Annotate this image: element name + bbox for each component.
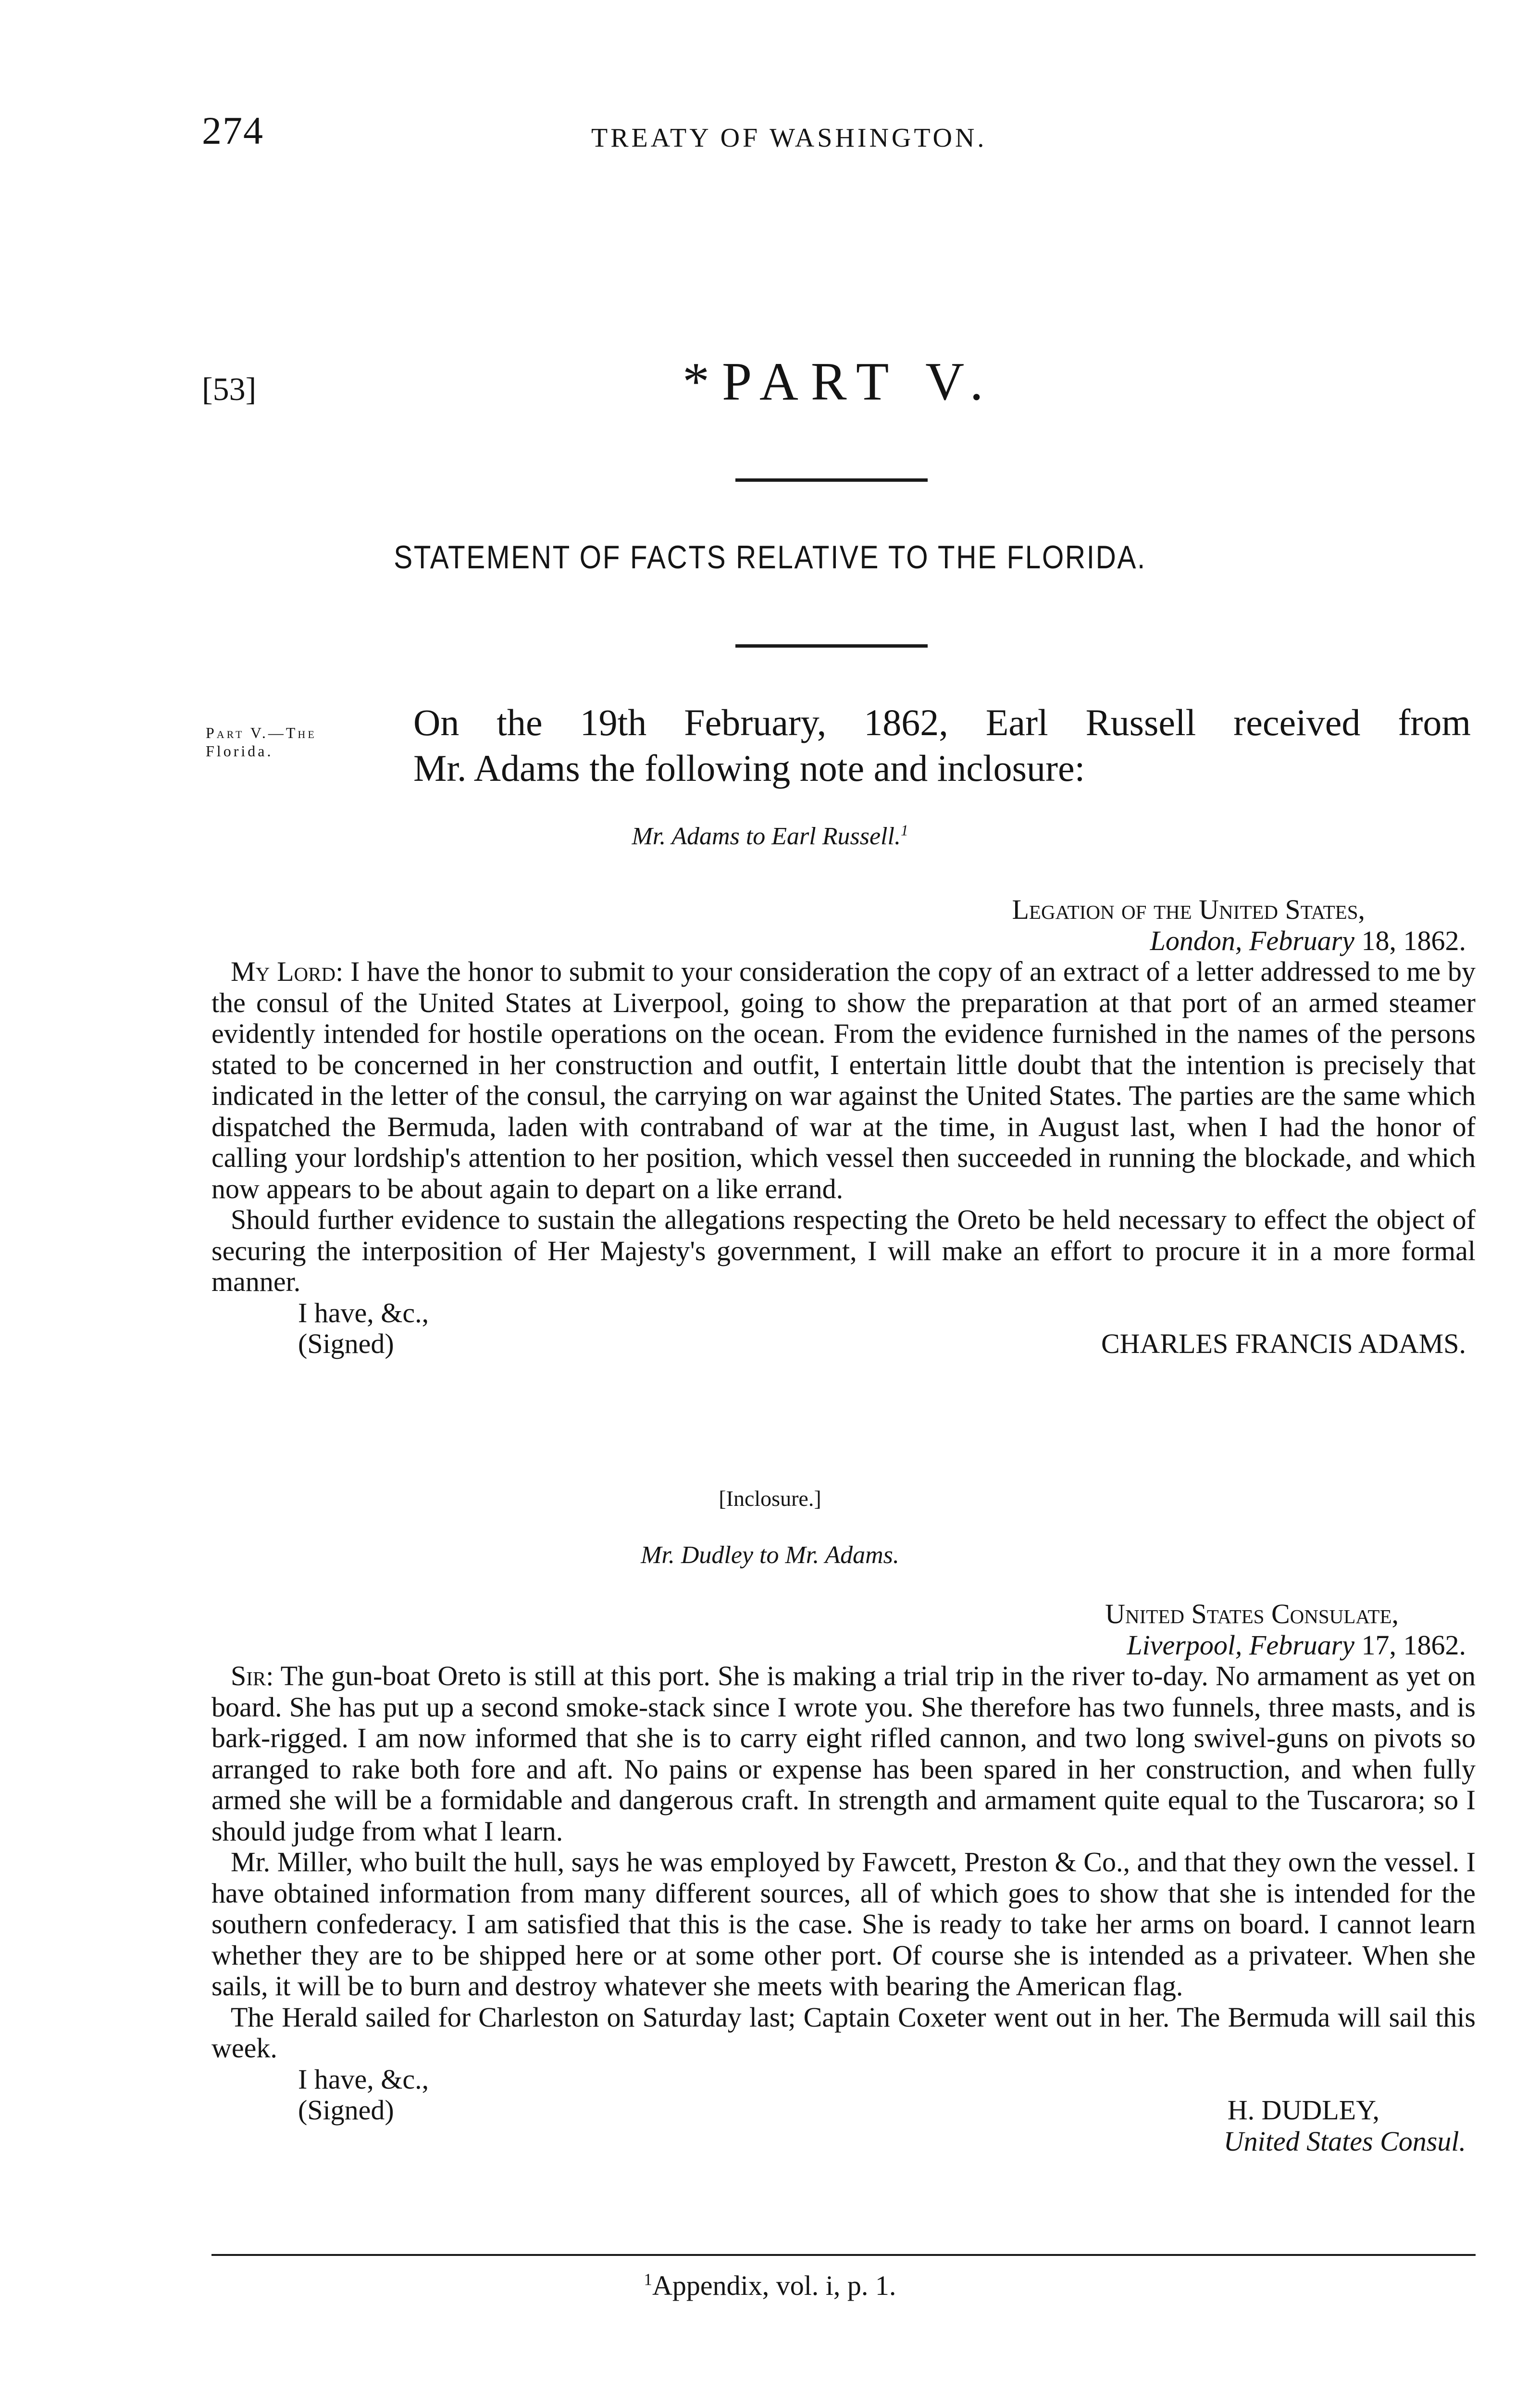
letter-dateline <box>211 926 1476 957</box>
closing: I have, &c., <box>298 2063 429 2095</box>
signer-name: CHARLES FRANCIS ADAMS. <box>1101 1328 1466 1359</box>
footnote-text: Appendix, vol. i, p. 1. <box>652 2270 896 2301</box>
footnote <box>0 2269 1540 2302</box>
signature-row <box>211 1328 1476 1360</box>
signer-name: H. DUDLEY, <box>1227 2094 1379 2126</box>
divider-rule <box>735 644 928 648</box>
divider-rule <box>735 478 928 482</box>
letter-heading-text: Mr. Adams to Earl Russell. <box>632 823 901 850</box>
intro-line: On the 19th February, 1862, Earl Russell received from <box>413 701 1471 743</box>
signed-label: (Signed) <box>298 2094 394 2126</box>
dateline-place: Liverpool, February <box>1127 1629 1354 1661</box>
closing: I have, &c., <box>298 1297 429 1328</box>
signed-label: (Signed) <box>298 1328 394 1359</box>
part-title: *PART V. <box>683 352 996 412</box>
intro-line: Mr. Adams the following note and inclosure: <box>413 747 1085 789</box>
running-title: TREATY OF WASHINGTON. <box>591 123 987 153</box>
footnote-ref: 1 <box>900 822 908 839</box>
letter-paragraph <box>211 956 1476 1204</box>
letter-heading: Mr. Dudley to Mr. Adams. <box>641 1541 899 1569</box>
letter-address: Legation of the United States, <box>1012 894 1365 925</box>
letter-paragraph: Mr. Miller, who built the hull, says he was employed by Fawcett, Preston & Co., and that they own the vessel. I have obtained information from many different sources, all of which goes to show that she is intended for the southern confederacy. I am satisfied that this is the case. She is ready to take her arms on board. I cannot learn whether they are to be shipped here or at some other port. Of course she is intended as a privateer. When she sails, it will be to burn and destroy whatever she meets with bearing the American flag. <box>211 1846 1476 2002</box>
marginal-note-line: Part V.—The <box>206 724 317 741</box>
statement-title: STATEMENT OF FACTS RELATIVE TO THE FLORIDA. <box>394 539 1146 576</box>
inclosure-label: [Inclosure.] <box>719 1486 821 1511</box>
letter-dudley <box>211 1599 1476 2157</box>
letter-address: United States Consulate, <box>1105 1598 1399 1629</box>
paragraph-text: I have the honor to submit to your consideration the copy of an extract of a letter addressed to me by the consul of the United States at Liverpool, going to show the preparation at that port of an armed steamer evidently intended for hostile operations on the ocean. From the evidence furnished in the names of the persons stated to be concerned in her construction and outfit, I entertain little doubt that the intention is precisely that indicated in the letter of the consul, the carrying on war against the United States. The parties are the same which dispatched the Bermuda, laden with contraband of war at the time, in August last, when I had the honor of calling your lordship's attention to her position, which vessel then succeeded in running the blockade, and which now appears to be about again to depart on a like errand. <box>211 956 1476 1204</box>
letter-dateline <box>211 1630 1476 1661</box>
paragraph-text: The gun-boat Oreto is still at this port. She is making a trial trip in the river to-day. No armament as yet on board. She has put up a second smoke-stack since I wrote you. She therefore has two funnels, three masts, and is bark-rigged. I am now informed that she is to carry eight rifled cannon, and two long swivel-guns on pivots so arranged to rake both fore and aft. No pains or expense has been spared in her construction, and when fully armed she will be a formidable and dangerous craft. In strength and armament quite equal to the Tuscarora; so I should judge from what I learn. <box>211 1660 1476 1847</box>
dateline-date: 18, 1862. <box>1361 925 1466 956</box>
page-marker: [53] <box>202 371 257 407</box>
marginal-note <box>206 724 317 760</box>
footnote-rule <box>211 2254 1476 2256</box>
signer-title: United States Consul. <box>1223 2125 1466 2157</box>
dateline-place: London, February <box>1150 925 1354 956</box>
salutation: Sir: <box>231 1660 274 1691</box>
intro-paragraph <box>413 700 1471 791</box>
marginal-note-line: Florida. <box>206 742 273 760</box>
signature-row <box>211 2095 1476 2126</box>
page-number: 274 <box>202 109 264 152</box>
letter-heading <box>0 822 1540 851</box>
letter-adams <box>211 894 1476 1360</box>
letter-paragraph <box>211 1661 1476 1847</box>
letter-paragraph: The Herald sailed for Charleston on Saturday last; Captain Coxeter went out in her. The Bermuda will sail this week. <box>211 2001 1476 2064</box>
salutation: My Lord: <box>231 956 344 987</box>
dateline-date: 17, 1862. <box>1361 1629 1466 1661</box>
letter-paragraph: Should further evidence to sustain the allegations respecting the Oreto be held necessary to effect the object of securing the interposition of Her Majesty's government, I will make an effort to procure it in a more formal manner. <box>211 1204 1476 1297</box>
footnote-mark: 1 <box>644 2270 652 2289</box>
